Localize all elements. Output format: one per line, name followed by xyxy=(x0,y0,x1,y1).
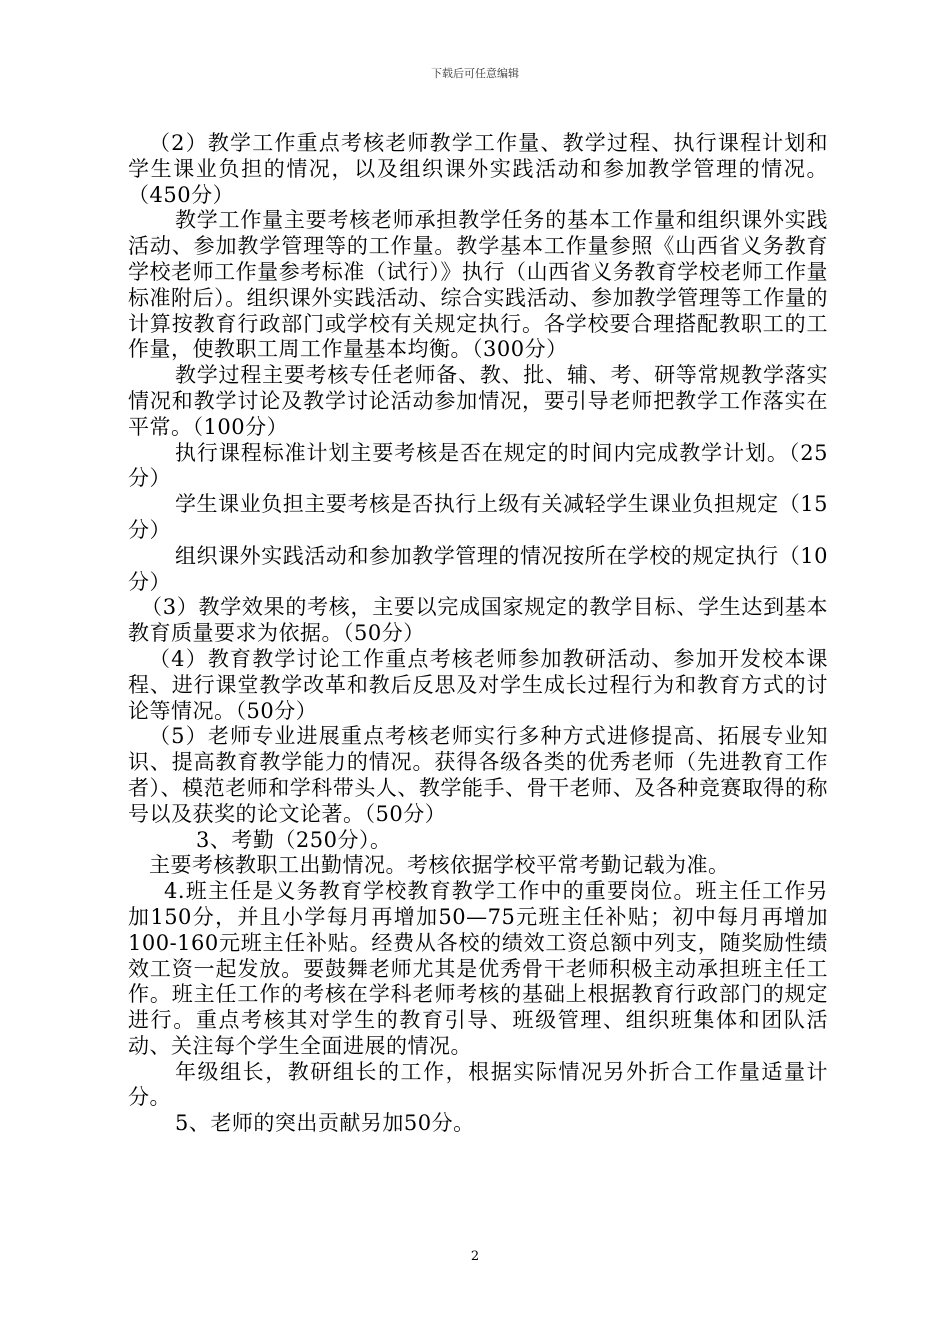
paragraph-attendance-heading: 3、考勤（250分）。 xyxy=(196,827,392,852)
paragraph-professional-development: （5）老师专业进展重点考核老师实行多种方式进修提高、拓展专业知识、提高教育教学能力的情况。获得各级各类的优秀老师（先进教育工作者）、模范老师和学科带头人、教学能手、骨干老师、及各种竞赛取得的称号以及获奖的论文论著。（50分） xyxy=(128,724,828,826)
document-body xyxy=(128,131,828,1137)
paragraph-extracurricular: 组织课外实践活动和参加教学管理的情况按所在学校的规定执行（10分） xyxy=(128,543,828,594)
page-header: 下载后可任意编辑 xyxy=(431,67,519,80)
paragraph-teaching-work: （2）教学工作重点考核老师教学工作量、教学过程、执行课程计划和学生课业负担的情况，以及组织课外实践活动和参加教学管理的情况。（450分） xyxy=(128,131,828,207)
paragraph-curriculum-plan: 执行课程标准计划主要考核是否在规定的时间内完成教学计划。（25分） xyxy=(128,440,828,491)
page-number: 2 xyxy=(470,1249,480,1264)
paragraph-student-burden: 学生课业负担主要考核是否执行上级有关减轻学生课业负担规定（15分） xyxy=(128,492,828,542)
paragraph-class-teacher: 4.班主任是义务教育学校教育教学工作中的重要岗位。班主任工作另加150分，并且小学每月再增加50—75元班主任补贴；初中每月再增加100-160元班主任补贴。经费从各校的绩效工资总额中列支，随奖励性绩效工资一起发放。要鼓舞老师尤其是优秀骨干老师积极主动承担班主任工作。班主任工作的考核在学科老师考核的基础上根据教育行政部门的规定进行。重点考核其对学生的教育引导、班级管理、组织班集体和团队活动、关注每个学生全面进展的情况。 xyxy=(128,879,828,1058)
paragraph-teaching-effect: （3）教学效果的考核，主要以完成国家规定的教学目标、学生达到基本教育质量要求为依据。（50分） xyxy=(128,595,828,646)
paragraph-teaching-research: （4）教育教学讨论工作重点考核老师参加教研活动、参加开发校本课程、进行课堂教学改革和教后反思及对学生成长过程行为和教育方式的讨论等情况。（50分） xyxy=(128,646,828,723)
paragraph-outstanding-contribution: 5、老师的突出贡献另加50分。 xyxy=(175,1111,475,1136)
paragraph-attendance: 主要考核教职工出勤情况。考核依据学校平常考勤记载为准。 xyxy=(149,853,730,878)
paragraph-workload: 教学工作量主要考核老师承担教学任务的基本工作量和组织课外实践活动、参加教学管理等的工作量。教学基本工作量参照《山西省义务教育学校老师工作量参考标准（试行）》执行（山西省义务教育学校老师工作量标准附后）。组织课外实践活动、综合实践活动、参加教学管理等工作量的计算按教育行政部门或学校有关规定执行。各学校要合理搭配教职工的工作量，使教职工周工作量基本均衡。（300分） xyxy=(128,208,828,362)
paragraph-group-leader: 年级组长，教研组长的工作，根据实际情况另外折合工作量适量计分。 xyxy=(128,1059,828,1110)
paragraph-teaching-process: 教学过程主要考核专任老师备、教、批、辅、考、研等常规教学落实情况和教学讨论及教学讨论活动参加情况，要引导老师把教学工作落实在平常。（100分） xyxy=(128,363,828,439)
